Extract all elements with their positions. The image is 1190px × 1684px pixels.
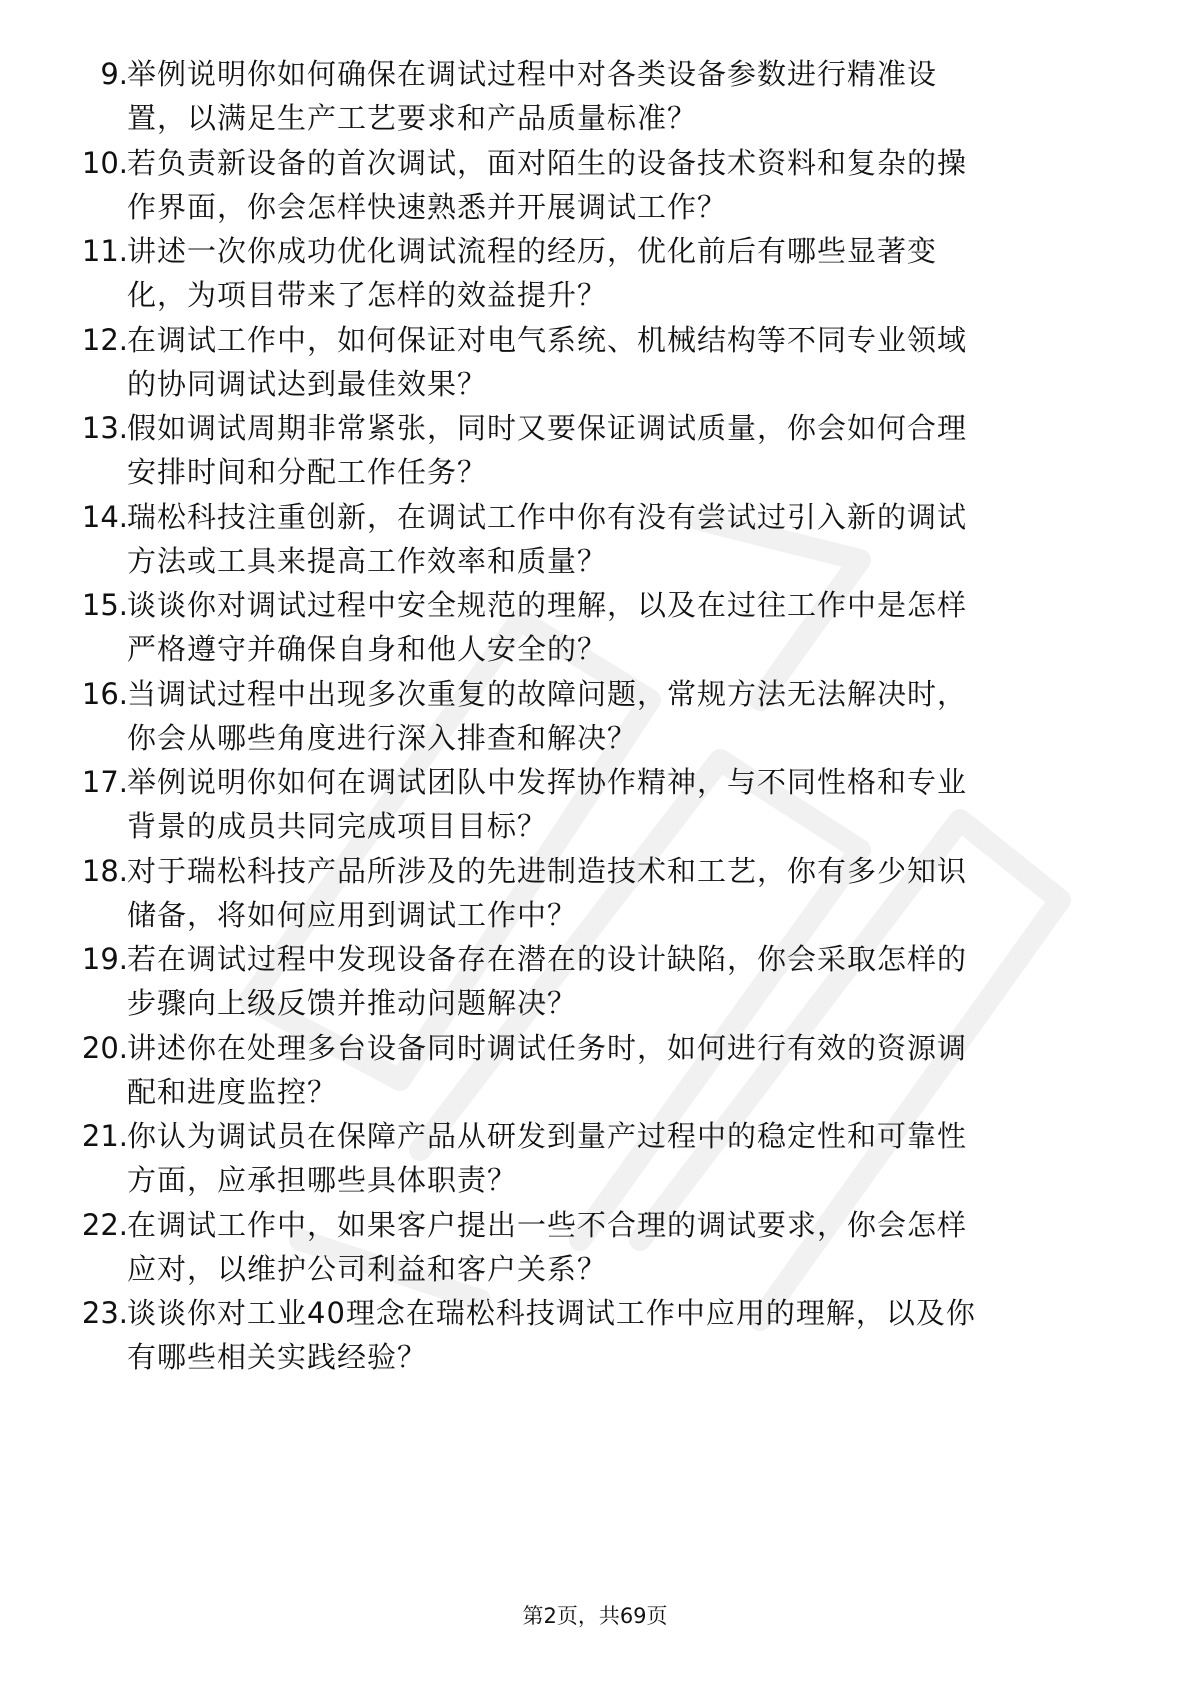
question-line: 若负责新设备的首次调试，面对陌生的设备技术资料和复杂的操: [127, 145, 968, 180]
question-item: [0, 760, 1190, 849]
question-line: 应对，以维护公司利益和客户关系？: [127, 1251, 608, 1286]
question-item: [0, 318, 1190, 407]
question-item: [0, 1203, 1190, 1292]
question-number: 22.: [81, 1207, 128, 1242]
page-number-label: 第2页，共69页: [522, 1604, 668, 1628]
question-number: 12.: [81, 322, 128, 357]
question-line: 严格遵守并确保自身和他人安全的？: [127, 632, 608, 666]
question-item: [0, 1114, 1190, 1203]
question-line: 方法或工具来提高工作效率和质量？: [127, 543, 608, 578]
question-number: 18.: [81, 853, 128, 888]
question-item: [0, 229, 1190, 318]
question-line: 作界面，你会怎样快速熟悉并开展调试工作？: [127, 189, 728, 224]
question-item: [0, 406, 1190, 495]
question-line: 举例说明你如何确保在调试过程中对各类设备参数进行精准设: [127, 57, 938, 91]
question-item: [0, 672, 1190, 761]
question-line: 化，为项目带来了怎样的效益提升？: [127, 278, 608, 312]
question-text: [127, 937, 1117, 1025]
question-line: 当调试过程中出现多次重复的故障问题，常规方法无法解决时，: [127, 676, 968, 711]
question-list: [0, 52, 1190, 1380]
question-number: 21.: [81, 1119, 128, 1153]
question-item: [0, 495, 1190, 584]
question-item: [0, 52, 1190, 141]
question-number: 13.: [81, 411, 128, 445]
question-line: 讲述你在处理多台设备同时调试任务时，如何进行有效的资源调: [127, 1030, 968, 1065]
question-line: 假如调试周期非常紧张，同时又要保证调试质量，你会如何合理: [127, 411, 968, 445]
question-number: 20.: [81, 1030, 128, 1065]
question-text: [127, 318, 1117, 406]
question-text: [127, 1114, 1117, 1202]
question-text: [127, 1203, 1117, 1291]
question-line: 对于瑞松科技产品所涉及的先进制造技术和工艺，你有多少知识: [127, 853, 968, 888]
question-item: [0, 141, 1190, 230]
question-text: [127, 141, 1117, 229]
question-number: 19.: [81, 942, 128, 976]
question-text: [127, 1291, 1117, 1379]
page-footer: [0, 1601, 1190, 1631]
question-line: 举例说明你如何在调试团队中发挥协作精神，与不同性格和专业: [127, 765, 968, 799]
question-text: [127, 52, 1117, 140]
question-line: 有哪些相关实践经验？: [127, 1340, 428, 1374]
question-item: [0, 1026, 1190, 1115]
question-line: 若在调试过程中发现设备存在潜在的设计缺陷，你会采取怎样的: [127, 942, 968, 976]
question-line: 方面，应承担哪些具体职责？: [127, 1163, 518, 1197]
question-line: 在调试工作中，如果客户提出一些不合理的调试要求，你会怎样: [127, 1207, 968, 1242]
question-text: [127, 229, 1117, 317]
question-number: 14.: [81, 499, 128, 534]
question-line: 在调试工作中，如何保证对电气系统、机械结构等不同专业领域: [127, 322, 968, 357]
question-line: 的协同调试达到最佳效果？: [127, 366, 488, 401]
question-number: 9.: [100, 57, 128, 91]
question-number: 16.: [81, 676, 128, 711]
question-line: 背景的成员共同完成项目目标？: [127, 809, 548, 843]
question-line: 瑞松科技注重创新，在调试工作中你有没有尝试过引入新的调试: [127, 499, 968, 534]
question-line: 步骤向上级反馈并推动问题解决？: [127, 986, 578, 1020]
question-text: [127, 1026, 1117, 1114]
question-line: 谈谈你对调试过程中安全规范的理解，以及在过往工作中是怎样: [127, 588, 968, 622]
question-number: 10.: [81, 145, 128, 180]
question-line: 安排时间和分配工作任务？: [127, 455, 488, 489]
question-line: 储备，将如何应用到调试工作中？: [127, 897, 578, 932]
question-line: 谈谈你对工业40理念在瑞松科技调试工作中应用的理解，以及你: [127, 1296, 976, 1330]
question-number: 11.: [81, 234, 128, 268]
question-item: [0, 849, 1190, 938]
question-line: 你会从哪些角度进行深入排查和解决？: [127, 720, 638, 755]
question-number: 15.: [81, 588, 128, 622]
question-text: [127, 406, 1117, 494]
question-item: [0, 583, 1190, 672]
question-line: 配和进度监控？: [127, 1074, 338, 1109]
question-line: 置，以满足生产工艺要求和产品质量标准？: [127, 101, 698, 135]
question-line: 你认为调试员在保障产品从研发到量产过程中的稳定性和可靠性: [127, 1119, 968, 1153]
question-item: [0, 1291, 1190, 1380]
question-item: [0, 937, 1190, 1026]
question-text: [127, 849, 1117, 937]
question-text: [127, 495, 1117, 583]
question-text: [127, 583, 1117, 671]
question-number: 23.: [81, 1296, 128, 1330]
question-text: [127, 672, 1117, 760]
question-line: 讲述一次你成功优化调试流程的经历，优化前后有哪些显著变: [127, 234, 938, 268]
question-text: [127, 760, 1117, 848]
question-number: 17.: [81, 765, 128, 799]
